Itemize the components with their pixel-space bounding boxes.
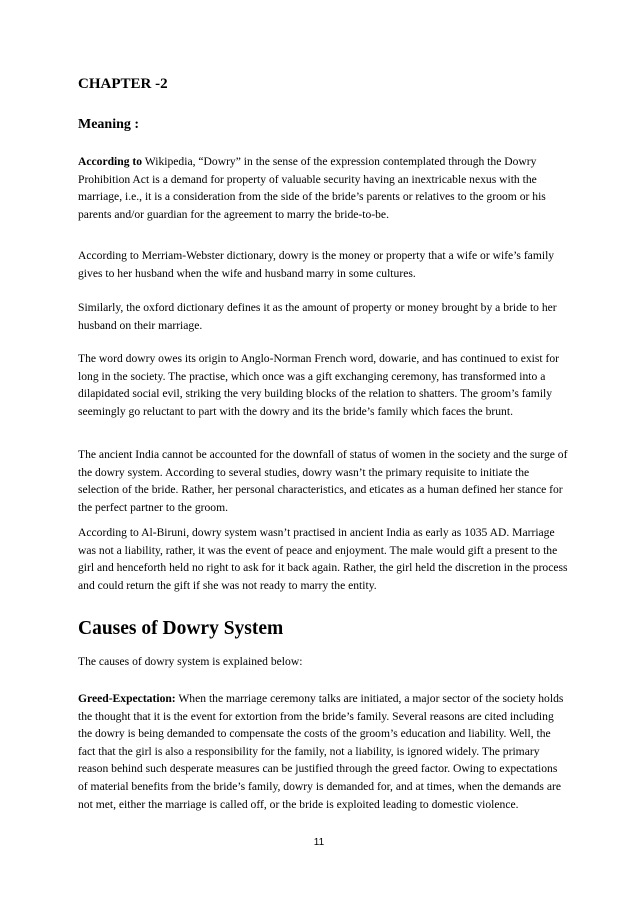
paragraph-merriam-webster-definition: According to Merriam-Webster dictionary, dowry is the money or property that a wife or wife’s family gives to her husband when the wife and husband marry in some cultures. xyxy=(78,249,555,280)
causes-heading: Causes of Dowry System xyxy=(78,618,284,639)
meaning-heading: Meaning : xyxy=(78,117,140,132)
paragraph-oxford-definition: Similarly, the oxford dictionary defines it as the amount of property or money brought by a bride to her husband on their marriage. xyxy=(78,301,557,333)
chapter-title: CHAPTER -2 xyxy=(78,76,168,92)
paragraph-word-origin: The word dowry owes its origin to Anglo-Norman French word, dowarie, and has continued to exist for long in the society. The practise, which once was a gift exchanging ceremony, has transformed into a dilapidated social evil, striking the very building blocks of the relation to shatters. The groom’s family seemingly go reluctant to part with the dowry and its the bride’s family which faces the brunt. xyxy=(78,352,560,418)
paragraph-causes-intro: The causes of dowry system is explained below: xyxy=(78,655,303,668)
page-number: 11 xyxy=(313,837,325,848)
paragraph-ancient-india: The ancient India cannot be accounted for the downfall of status of women in the society and the surge of the dowry system. According to several studies, dowry wasn’t the primary requisite to initiate the selection of the bride. Rather, her personal characteristics, and eticates as a human defined her stance for the perfect partner to the groom. xyxy=(78,448,568,514)
paragraph-wikipedia-definition xyxy=(78,153,568,223)
paragraph-greed-expectation xyxy=(78,690,568,813)
paragraph-lead: Greed-Expectation: xyxy=(78,692,176,705)
paragraph-lead: According to xyxy=(78,155,143,168)
paragraph-al-biruni: According to Al-Biruni, dowry system wasn’t practised in ancient India as early as 1035 AD. Marriage was not a liability, rather, it was the event of peace and enjoyment. The male would gift a present to the girl and henceforth held no right to ask for it back again. Rather, the girl held the discretion in the process and could return the gift if she was not ready to marry the entity. xyxy=(78,526,568,592)
paragraph-body: Wikipedia, “Dowry” in the sense of the expression contemplated through the Dowry Prohibition Act is a demand for property of valuable security having an inextricable nexus with the marriage, i.e., it is a consideration from the side of the bride’s parents or relatives to the groom or his parents and/or guardian for the agreement to marry the bride-to-be. xyxy=(78,155,546,221)
paragraph-body: When the marriage ceremony talks are initiated, a major sector of the society holds the thought that it is the event for extortion from the bride’s family. Several reasons are cited including the dowry is being demanded to compensate the costs of the groom’s education and liability. Well, the fact that the girl is also a responsibility for the family, not a liability, is ignored widely. The primary reason behind such desperate measures can be justified through the greed factor. Owing to expectations of material benefits from the bride’s family, dowry is demanded for, and at times, when the demands are not met, either the marriage is called off, or the bride is exploited leading to domestic violence. xyxy=(78,692,564,811)
